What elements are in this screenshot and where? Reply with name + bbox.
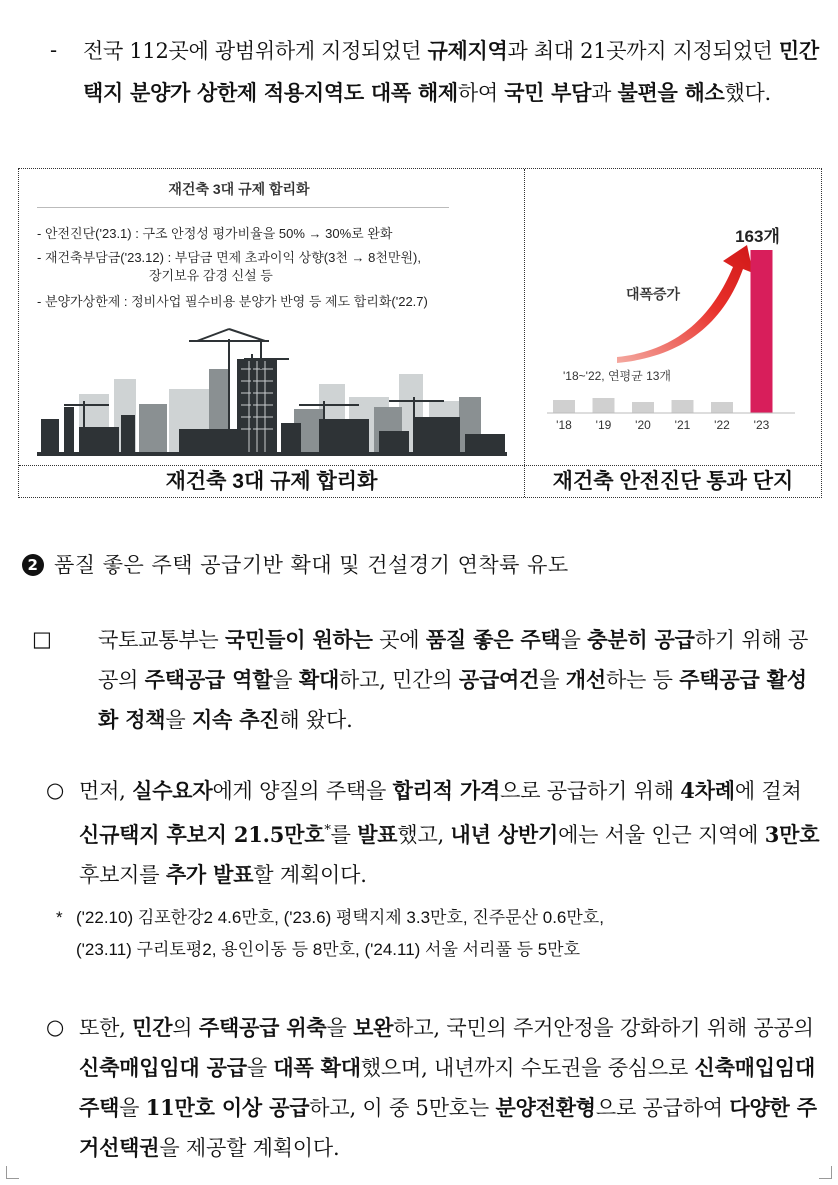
caption-right: 재건축 안전진단 통과 단지: [552, 470, 794, 493]
paragraph-text: [79, 771, 822, 895]
x-tick-label: '20: [635, 418, 651, 432]
bold-text-run: 3만호: [764, 822, 820, 847]
text-run: 을: [539, 668, 566, 692]
text-run: 전국 112곳에 광범위하게 지정되었던: [83, 39, 428, 63]
section-heading: [22, 550, 569, 580]
bold-text-run: 충분히 공급: [587, 627, 695, 652]
text-run: 먼저,: [79, 779, 133, 803]
text-run: 하고, 국민의 주거안정을 강화하기 위해 공공의: [393, 1016, 814, 1040]
bar-chart: [525, 169, 821, 464]
text-run: 과 최대 21곳까지 지정되었던: [507, 39, 779, 63]
bold-text-run: 4차례: [680, 778, 735, 803]
bold-text-run: 지속 추진: [191, 707, 280, 732]
infographic-item: - 분양가상한제 : 정비사업 필수비용 분양가 반영 등 제도 합리화('22.7): [37, 294, 428, 309]
bar-21: [672, 400, 694, 413]
bold-text-run: 국민들이 원하는: [225, 627, 373, 652]
bar-23: [751, 250, 773, 413]
infographic-title: 재건축 3대 규제 합리화: [168, 181, 310, 197]
x-tick-label: '23: [753, 418, 770, 432]
text-run: 하여: [457, 81, 505, 105]
bold-text-run: 국민 부담: [504, 80, 592, 105]
text-run: 을: [560, 628, 588, 652]
text-run: 했고,: [397, 823, 451, 847]
bold-text-run: 규제지역: [427, 38, 508, 63]
bold-text-run: 대폭 확대: [273, 1055, 361, 1080]
bold-text-run: 실수요자: [132, 778, 213, 803]
text-run: 해 왔다.: [279, 708, 353, 732]
text-run: 또한,: [79, 1016, 133, 1040]
bold-text-run: 발표: [357, 822, 398, 847]
bullet-text: [83, 30, 820, 114]
paragraph-supply-policy: [32, 620, 822, 740]
bold-text-run: 주택공급 활성화 정책: [98, 667, 807, 732]
bold-text-run: 다양한 주거선택권: [79, 1095, 817, 1160]
construction-skyline-illustration: [19, 169, 523, 464]
text-run: 으로 공급하여: [595, 1096, 730, 1120]
x-tick-label: '21: [674, 418, 691, 432]
x-tick-label: '19: [595, 418, 612, 432]
increase-arrow: [617, 245, 753, 363]
text-run: 을: [272, 668, 299, 692]
text-run: 국토교통부는: [98, 628, 225, 652]
bold-text-run: 개선: [565, 667, 606, 692]
text-run: 하기 위해 공공의: [98, 628, 809, 692]
infographic-panel: [19, 169, 523, 464]
dash-mark: -: [50, 38, 57, 62]
footnote-mark: *: [56, 908, 63, 927]
text-run: 를: [330, 823, 358, 847]
bold-text-run: 주택공급 역할: [144, 667, 273, 692]
x-tick-label: '22: [714, 418, 730, 432]
circle-bullet-mark: ○: [46, 778, 65, 802]
text-run: 과: [591, 81, 618, 105]
figure-divider-horizontal: [19, 465, 821, 466]
text-run: 후보지를: [79, 863, 166, 887]
average-label: '18~'22, 연평균 13개: [563, 369, 672, 383]
footnote: [56, 902, 826, 966]
text-run: 을: [165, 708, 192, 732]
peak-value-label: 163개: [735, 227, 780, 246]
bold-text-run: 신규택지 후보지 21.5만호: [79, 822, 325, 847]
text-run: 하고, 이 중 5만호는: [309, 1096, 496, 1120]
bar-22: [711, 402, 733, 413]
infographic-item: 장기보유 감경 신설 등: [149, 268, 273, 283]
figure-table: [18, 168, 822, 498]
page-corner-mark: [6, 1166, 19, 1179]
bold-text-run: 민간: [132, 1015, 173, 1040]
bold-text-run: 신축매입임대 공급: [79, 1055, 247, 1080]
bullet-regulation-release: [50, 30, 820, 114]
footnote-line: ('22.10) 김포한강2 4.6만호, ('23.6) 평택지제 3.3만호, 진주문산 0.6만호,: [76, 908, 604, 927]
section-number-badge: 2: [22, 554, 44, 576]
bold-text-run: 보완: [353, 1015, 394, 1040]
text-run: 에는 서울 인근 지역에: [558, 823, 765, 847]
section-title: 품질 좋은 주택 공급기반 확대 및 건설경기 연착륙 유도: [54, 553, 569, 577]
bold-text-run: 분양전환형: [495, 1095, 596, 1120]
text-run: 의: [172, 1016, 199, 1040]
text-run: 에게 양질의 주택을: [212, 779, 393, 803]
text-run: 을 제공할 계획이다.: [159, 1136, 340, 1160]
text-run: 했으며, 내년까지 수도권을 중심으로: [360, 1056, 695, 1080]
text-run: 에 걸쳐: [734, 779, 802, 803]
bold-text-run: 신축매입임대주택: [79, 1055, 816, 1120]
infographic-item: - 안전진단('23.1) : 구조 안정성 평가비율을 50% → 30%로 완화: [37, 226, 393, 241]
bar-18: [553, 400, 575, 413]
bold-text-run: 11만호 이상 공급: [145, 1095, 310, 1120]
text-run: *: [324, 823, 331, 838]
arrow-label: 대폭증가: [625, 286, 681, 302]
footnote-line: ('23.11) 구리토평2, 용인이동 등 8만호, ('24.11) 서울 서리풀 등 5만호: [76, 940, 581, 959]
text-run: 할 계획이다.: [253, 863, 367, 887]
square-bullet-mark: □: [32, 627, 52, 651]
bold-text-run: 추가 발표: [165, 862, 254, 887]
text-run: 하는 등: [605, 668, 680, 692]
text-run: 으로 공급하기 위해: [500, 779, 681, 803]
caption-left: 재건축 3대 규제 합리화: [165, 470, 378, 493]
paragraph-text: [65, 620, 822, 740]
bar-chart-panel: [525, 169, 821, 464]
x-tick-label: '18: [556, 418, 572, 432]
infographic-item: - 재건축부담금('23.12) : 부담금 면제 초과이익 상향(3천 → 8천만원),: [37, 250, 421, 265]
text-run: 을: [119, 1096, 146, 1120]
bold-text-run: 공급여건: [458, 667, 540, 692]
paragraph-rental-housing: [46, 1008, 822, 1168]
circle-bullet-mark: ○: [46, 1015, 65, 1039]
text-run: 하고, 민간의: [339, 668, 459, 692]
paragraph-new-sites: [46, 771, 822, 895]
bold-text-run: 확대: [298, 667, 340, 692]
bold-text-run: 민간택지 분양가 상한제 적용지역도 대폭 해제: [83, 38, 819, 105]
bold-text-run: 주택공급 위축: [198, 1015, 327, 1040]
bold-text-run: 불편을 해소: [617, 80, 725, 105]
text-run: 을: [326, 1016, 354, 1040]
bold-text-run: 내년 상반기: [450, 822, 559, 847]
text-run: 했다.: [724, 81, 771, 105]
bar-20: [632, 402, 654, 413]
text-run: 을: [246, 1056, 274, 1080]
paragraph-text: [79, 1008, 822, 1168]
bold-text-run: 품질 좋은 주택: [425, 627, 561, 652]
text-run: 곳에: [372, 628, 426, 652]
bold-text-run: 합리적 가격: [392, 778, 501, 803]
page-corner-mark: [819, 1166, 832, 1179]
bar-19: [593, 398, 615, 413]
